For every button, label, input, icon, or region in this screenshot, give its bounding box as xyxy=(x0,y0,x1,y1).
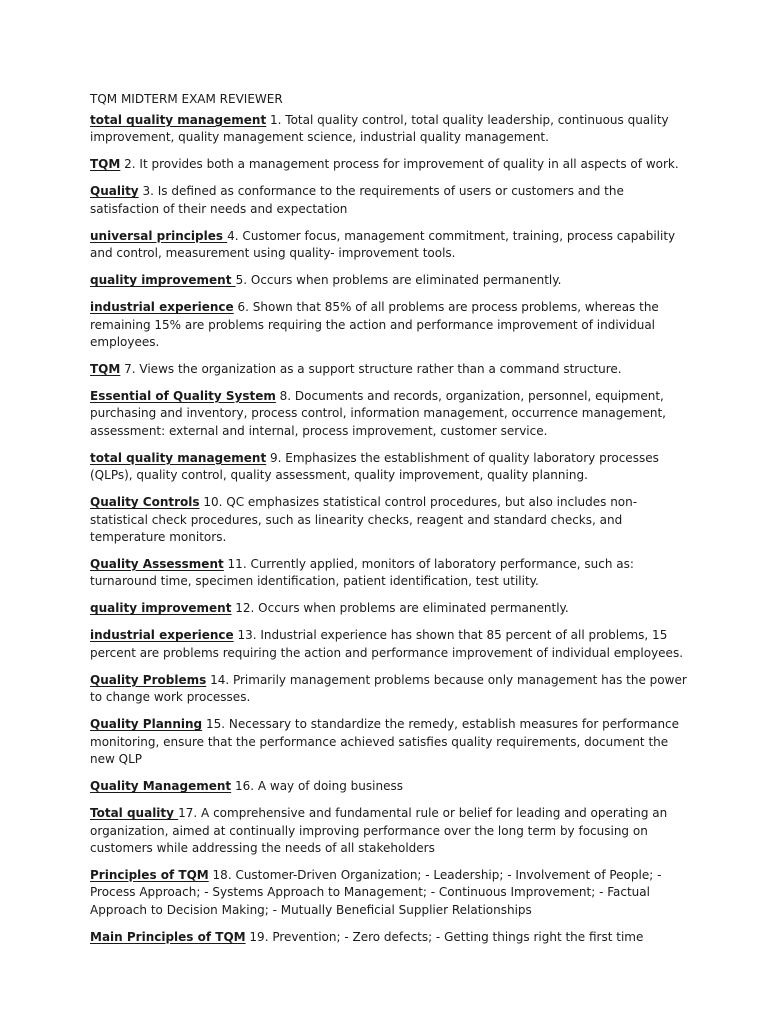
entry-text: 13. Industrial experience has shown that 85 percent of all problems, 15 percent are problems requiring the action and performance improvement of individual employees. xyxy=(90,628,684,660)
entry-text: 2. It provides both a management process for improvement of quality in all aspects of work. xyxy=(120,157,679,172)
list-item xyxy=(90,183,690,218)
entry-term: total quality management xyxy=(90,113,267,127)
entry-term: Total quality xyxy=(90,806,179,821)
entry-term: TQM xyxy=(90,157,121,172)
entry-term: quality improvement xyxy=(90,273,236,288)
list-item xyxy=(90,672,690,707)
entry-text: 6. Shown that 85% of all problems are process problems, whereas the remaining 15% are problems requiring the action and performance improvement of individual employees. xyxy=(90,300,659,350)
entry-term: quality improvement xyxy=(90,601,232,616)
list-item xyxy=(90,450,690,485)
list-item xyxy=(90,716,690,768)
entry-term: Quality Controls xyxy=(90,495,200,510)
entry-text: 1. Total quality control, total quality leadership, continuous quality improvement, quality management science, industrial quality management. xyxy=(90,113,669,145)
document-page xyxy=(90,91,690,956)
entry-text: 9. Emphasizes the establishment of quality laboratory processes (QLPs), quality control, quality assessment, quality improvement, quality planning. xyxy=(90,450,659,483)
entry-text: 14. Primarily management problems because only management has the power to change work processes. xyxy=(90,672,687,705)
list-item xyxy=(90,600,690,617)
entry-term: Quality Assessment xyxy=(90,557,224,572)
entry-text: 3. Is defined as conformance to the requirements of users or customers and the satisfaction of their needs and expectation xyxy=(90,184,624,216)
entry-text: 11. Currently applied, monitors of laboratory performance, such as: turnaround time, specimen identification, patient identification, test utility. xyxy=(90,557,634,589)
list-item xyxy=(90,112,690,147)
list-item xyxy=(90,361,690,378)
entry-text: 18. Customer-Driven Organization; - Leadership; - Involvement of People; - Process Approach; - Systems Approach to Management; - Continuous Improvement; - Factual Approach to Decision Making; - Mutually Beneficial Supplier Relationships xyxy=(90,867,662,917)
list-item xyxy=(90,805,690,857)
list-item xyxy=(90,228,690,263)
list-item xyxy=(90,156,690,173)
entry-text: 5. Occurs when problems are eliminated permanently. xyxy=(235,273,562,288)
list-item xyxy=(90,929,690,946)
entry-term: Quality Problems xyxy=(90,672,207,687)
entry-term: Quality xyxy=(90,184,139,199)
entry-term: Quality Management xyxy=(90,779,232,794)
entry-term: industrial experience xyxy=(90,300,234,315)
entry-term: Principles of TQM xyxy=(90,867,209,882)
list-item xyxy=(90,627,690,662)
entry-text: 12. Occurs when problems are eliminated permanently. xyxy=(231,601,569,616)
entry-text: 10. QC emphasizes statistical control procedures, but also includes non-statistical check procedures, such as linearity checks, reagent and standard checks, and temperature monitors. xyxy=(90,495,638,545)
entry-term: Main Principles of TQM xyxy=(90,929,246,944)
entry-text: 19. Prevention; - Zero defects; - Getting things right the first time xyxy=(245,929,644,944)
entry-term: universal principles xyxy=(90,228,228,243)
list-item xyxy=(90,388,690,440)
entry-term: industrial experience xyxy=(90,628,234,643)
entry-term: TQM xyxy=(90,362,121,377)
list-item xyxy=(90,494,690,546)
entry-term: total quality management xyxy=(90,450,267,465)
entry-text: 4. Customer focus, management commitment, training, process capability and control, measurement using quality- improvement tools. xyxy=(90,228,676,261)
entry-text: 8. Documents and records, organization, personnel, equipment, purchasing and inventory, process control, information management, occurrence management, assessment: external and internal, process improvement, customer service. xyxy=(90,389,666,438)
entry-text: 15. Necessary to standardize the remedy, establish measures for performance monitoring, ensure that the performance achieved satisfies quality requirements, document the new QLP xyxy=(90,717,680,767)
document-title: TQM MIDTERM EXAM REVIEWER xyxy=(90,92,283,106)
list-item xyxy=(90,299,690,351)
entry-list xyxy=(90,112,690,946)
list-item xyxy=(90,272,690,289)
entry-text: 7. Views the organization as a support structure rather than a command structure. xyxy=(120,362,622,377)
entry-term: Essential of Quality System xyxy=(90,389,276,404)
list-item xyxy=(90,867,690,919)
entry-term: Quality Planning xyxy=(90,717,203,732)
list-item xyxy=(90,778,690,795)
list-item xyxy=(90,556,690,591)
entry-text: 17. A comprehensive and fundamental rule or belief for leading and operating an organization, aimed at continually improving performance over the long term by focusing on customers while addressing the needs of all stakeholders xyxy=(90,806,668,855)
entry-text: 16. A way of doing business xyxy=(231,779,403,794)
